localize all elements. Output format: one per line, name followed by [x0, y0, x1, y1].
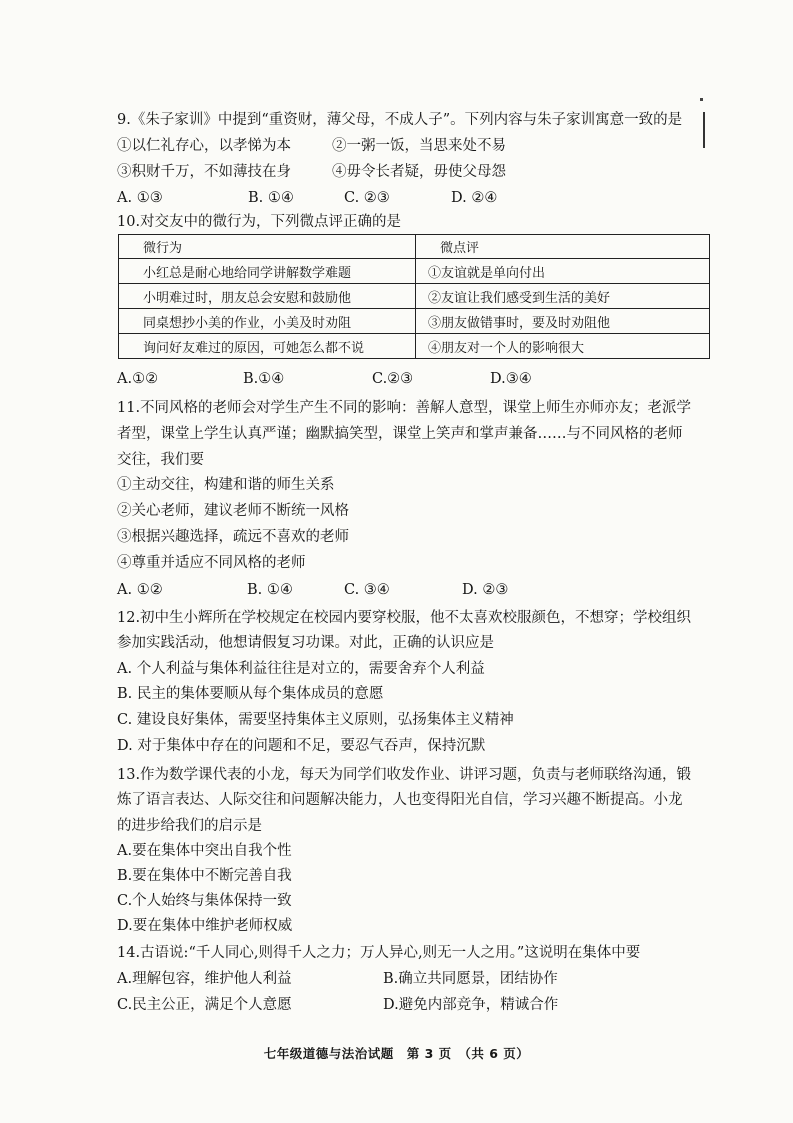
table-header-behavior: 微行为 — [119, 235, 416, 259]
page-footer: 七年级道德与法治试题 第 3 页 （共 6 页） — [263, 1046, 530, 1061]
table-cell: 小明难过时，朋友总会安慰和鼓励他 — [119, 284, 416, 309]
q11-statement-3: ③根据兴趣选择，疏远不喜欢的老师 — [117, 529, 349, 545]
q13-option-b: B.要在集体中不断完善自我 — [117, 868, 292, 884]
table-row — [119, 284, 710, 309]
q11-option-d: D. ②③ — [462, 582, 509, 598]
q9-option-b: B. ①④ — [248, 190, 294, 206]
q13-stem-line-2: 炼了语言表达、人际交往和问题解决能力，人也变得阳光自信，学习兴趣不断提高。小龙 — [117, 792, 683, 808]
q11-option-c: C. ③④ — [344, 582, 390, 598]
q11-statement-4: ④尊重并适应不同风格的老师 — [117, 555, 306, 571]
q14-stem: 14.古语说:“千人同心,则得千人之力；万人异心,则无一人之用。”这说明在集体中要 — [117, 945, 641, 961]
scan-edge-mark — [703, 112, 705, 148]
q13-option-a: A.要在集体中突出自我个性 — [117, 843, 292, 859]
q10-table — [118, 234, 710, 359]
table-cell: ②友谊让我们感受到生活的美好 — [416, 284, 710, 309]
q14-option-c: C.民主公正，满足个人意愿 — [117, 997, 292, 1013]
q11-option-a: A. ①② — [117, 582, 163, 598]
table-cell: ③朋友做错事时，要及时劝阻他 — [416, 309, 710, 334]
q12-stem-line-1: 12.初中生小辉所在学校规定在校园内要穿校服，他不太喜欢校服颜色，不想穿；学校组织 — [117, 610, 692, 626]
table-cell: 同桌想抄小美的作业，小美及时劝阻 — [119, 309, 416, 334]
q9-statement-2: ②一粥一饭，当思来处不易 — [332, 138, 506, 154]
q11-statement-1: ①主动交往，构建和谐的师生关系 — [117, 477, 335, 493]
q9-stem: 9.《朱子家训》中提到“重资财，薄父母，不成人子”。下列内容与朱子家训寓意一致的是 — [117, 112, 683, 128]
q9-option-d: D. ②④ — [451, 190, 498, 206]
table-header-row — [119, 235, 710, 259]
q13-stem-line-3: 的进步给我们的启示是 — [117, 818, 262, 834]
table-header-comment: 微点评 — [416, 235, 710, 259]
table-cell: ①友谊就是单向付出 — [416, 259, 710, 284]
q11-stem-line-3: 交往，我们要 — [117, 452, 204, 468]
q14-option-d: D.避免内部竞争，精诚合作 — [383, 997, 559, 1013]
q10-option-d: D.③④ — [490, 371, 532, 387]
q10-stem: 10.对交友中的微行为，下列微点评正确的是 — [117, 214, 402, 230]
q9-option-c: C. ②③ — [344, 190, 390, 206]
table-row — [119, 309, 710, 334]
q9-option-a: A. ①③ — [117, 190, 163, 206]
scan-mark — [700, 98, 703, 101]
q10-option-b: B.①④ — [243, 371, 285, 387]
q9-statement-1: ①以仁礼存心，以孝悌为本 — [117, 138, 291, 154]
table-row — [119, 259, 710, 284]
q13-stem-line-1: 13.作为数学课代表的小龙，每天为同学们收发作业、讲评习题，负责与老师联络沟通，锻 — [117, 767, 692, 783]
q9-statement-4: ④毋令长者疑，毋使父母怨 — [332, 164, 506, 180]
table-cell: 小红总是耐心地给同学讲解数学难题 — [119, 259, 416, 284]
q12-option-b: B. 民主的集体要顺从每个集体成员的意愿 — [117, 686, 384, 702]
table-cell: ④朋友对一个人的影响很大 — [416, 334, 710, 359]
q12-option-c: C. 建设良好集体，需要坚持集体主义原则，弘扬集体主义精神 — [117, 712, 514, 728]
q12-option-a: A. 个人利益与集体利益往往是对立的，需要舍弃个人利益 — [117, 661, 485, 677]
q14-option-b: B.确立共同愿景，团结协作 — [383, 971, 558, 987]
q11-stem-line-2: 者型，课堂上学生认真严谨；幽默搞笑型，课堂上笑声和掌声兼备……与不同风格的老师 — [117, 426, 683, 442]
q9-statement-3: ③积财千万，不如薄技在身 — [117, 164, 291, 180]
q10-option-a: A.①② — [117, 371, 159, 387]
q12-option-d: D. 对于集体中存在的问题和不足，要忍气吞声，保持沉默 — [117, 738, 486, 754]
table-cell: 询问好友难过的原因，可她怎么都不说 — [119, 334, 416, 359]
q10-option-c: C.②③ — [372, 371, 414, 387]
q11-statement-2: ②关心老师，建议老师不断统一风格 — [117, 503, 349, 519]
q11-stem-line-1: 11.不同风格的老师会对学生产生不同的影响：善解人意型，课堂上师生亦师亦友；老派学 — [117, 400, 692, 416]
q13-option-c: C.个人始终与集体保持一致 — [117, 893, 292, 909]
q14-option-a: A.理解包容，维护他人利益 — [117, 971, 292, 987]
q11-option-b: B. ①④ — [247, 582, 293, 598]
q13-option-d: D.要在集体中维护老师权威 — [117, 918, 293, 934]
table-row — [119, 334, 710, 359]
q12-stem-line-2: 参加实践活动，他想请假复习功课。对此，正确的认识应是 — [117, 635, 494, 651]
